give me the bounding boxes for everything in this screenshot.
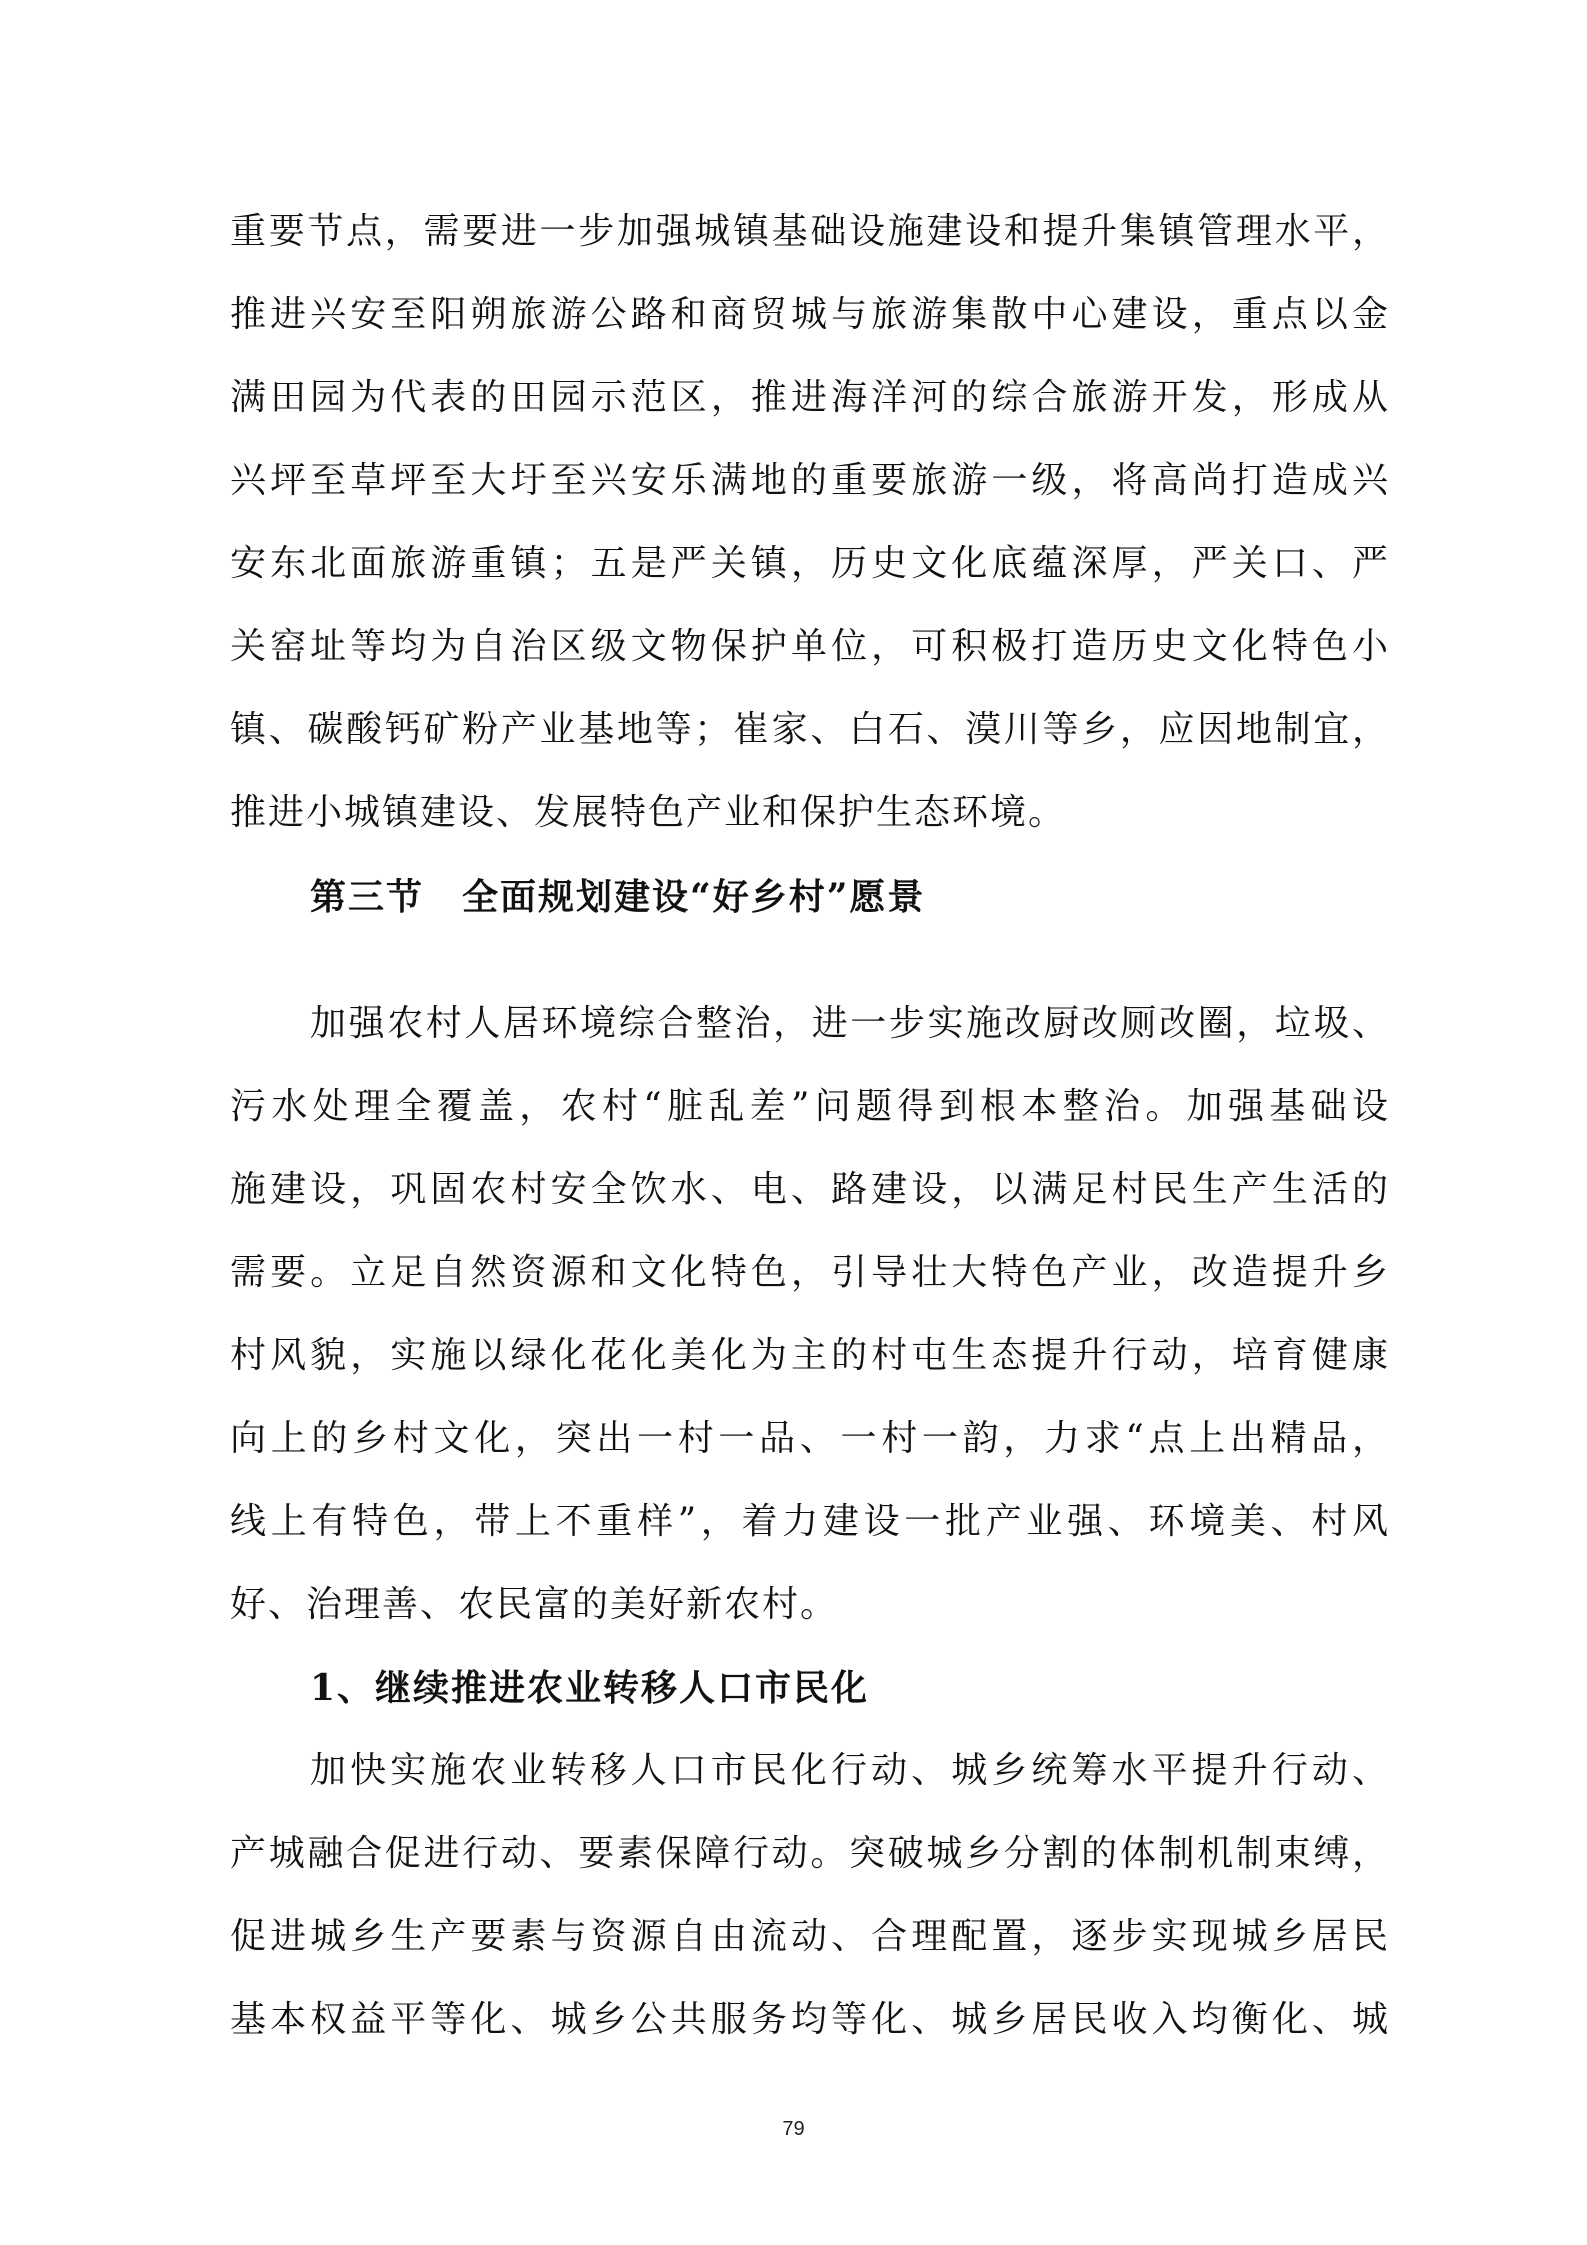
subheading: 1、继续推进农业转移人口市民化 <box>310 1667 870 1709</box>
section-heading: 第三节 全面规划建设“好乡村”愿景 <box>310 876 926 918</box>
page-number: 79 <box>782 2118 805 2140</box>
paragraph-1-line-1: 重要节点，需要进一步加强城镇基础设施建设和提升集镇管理水平， <box>230 211 1390 252</box>
paragraph-1-line-2: 推进兴安至阳朔旅游公路和商贸城与旅游集散中心建设，重点以金 <box>230 294 1390 335</box>
paragraph-2-line-6: 向上的乡村文化，突出一村一品、一村一韵，力求“点上出精品， <box>230 1418 1390 1459</box>
paragraph-1-line-4: 兴坪至草坪至大圩至兴安乐满地的重要旅游一级，将高尚打造成兴 <box>230 460 1390 501</box>
paragraph-2-line-1: 加强农村人居环境综合整治，进一步实施改厨改厕改圈，垃圾、 <box>310 1003 1390 1044</box>
paragraph-2-line-4: 需要。立足自然资源和文化特色，引导壮大特色产业，改造提升乡 <box>230 1252 1390 1293</box>
paragraph-2-line-5: 村风貌，实施以绿化花化美化为主的村屯生态提升行动，培育健康 <box>230 1335 1390 1376</box>
paragraph-3-line-1: 加快实施农业转移人口市民化行动、城乡统筹水平提升行动、 <box>310 1750 1390 1791</box>
paragraph-1-line-6: 关窑址等均为自治区级文物保护单位，可积极打造历史文化特色小 <box>230 626 1390 667</box>
paragraph-1-line-8: 推进小城镇建设、发展特色产业和保护生态环境。 <box>230 792 1067 833</box>
paragraph-2-line-2: 污水处理全覆盖，农村“脏乱差”问题得到根本整治。加强基础设 <box>230 1086 1390 1127</box>
paragraph-3-line-2: 产城融合促进行动、要素保障行动。突破城乡分割的体制机制束缚， <box>230 1833 1390 1874</box>
paragraph-2-line-7: 线上有特色，带上不重样”，着力建设一批产业强、环境美、村风 <box>230 1501 1390 1542</box>
paragraph-2-line-8: 好、治理善、农民富的美好新农村。 <box>230 1584 839 1625</box>
paragraph-1-line-5: 安东北面旅游重镇；五是严关镇，历史文化底蕴深厚，严关口、严 <box>230 543 1390 584</box>
paragraph-3-line-3: 促进城乡生产要素与资源自由流动、合理配置，逐步实现城乡居民 <box>230 1916 1390 1957</box>
paragraph-2-line-3: 施建设，巩固农村安全饮水、电、路建设，以满足村民生产生活的 <box>230 1169 1390 1210</box>
paragraph-3-line-4: 基本权益平等化、城乡公共服务均等化、城乡居民收入均衡化、城 <box>230 1999 1390 2040</box>
paragraph-1-line-3: 满田园为代表的田园示范区，推进海洋河的综合旅游开发，形成从 <box>230 377 1390 418</box>
paragraph-1-line-7: 镇、碳酸钙矿粉产业基地等；崔家、白石、漠川等乡，应因地制宜， <box>230 709 1390 750</box>
